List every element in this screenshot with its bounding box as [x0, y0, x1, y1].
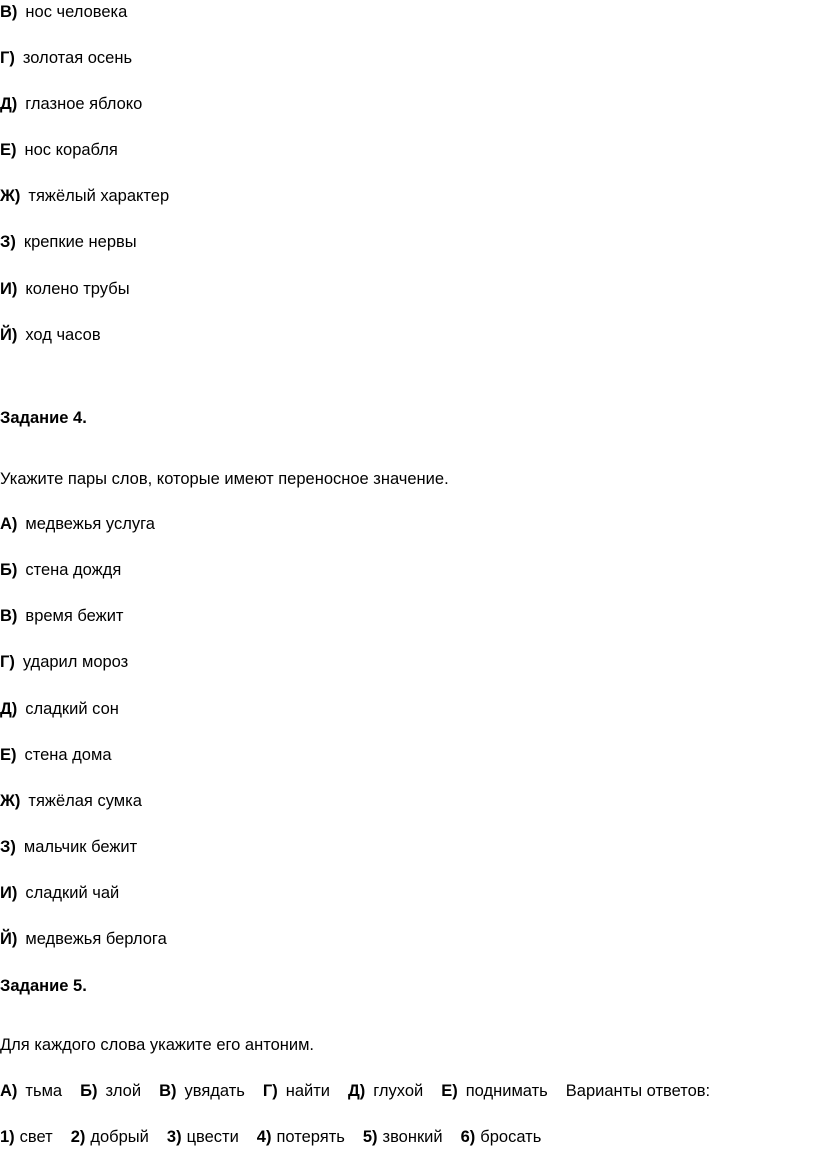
word-text: поднимать — [465, 1082, 548, 1100]
task5-answers-line — [0, 1127, 541, 1147]
task4-option-a — [0, 514, 155, 534]
answer-text: добрый — [90, 1128, 149, 1146]
word-label: Д) — [348, 1082, 366, 1100]
option-label: И) — [0, 280, 18, 298]
task3-option-iy — [0, 325, 101, 345]
task5-words-line — [0, 1081, 710, 1101]
answer-label: 6) — [460, 1128, 476, 1146]
option-label: Е) — [0, 141, 17, 159]
option-text: тяжёлая сумка — [28, 792, 142, 810]
option-label: Е) — [0, 746, 17, 764]
task5-instruction: Для каждого слова укажите его антоним. — [0, 1036, 314, 1054]
answer-label: 5) — [362, 1128, 378, 1146]
task4-option-z — [0, 837, 137, 857]
option-label: В) — [0, 607, 18, 625]
option-label: Ж) — [0, 792, 21, 810]
answer-text: потерять — [276, 1128, 345, 1146]
option-text: глазное яблоко — [25, 95, 143, 113]
task3-option-z — [0, 232, 137, 252]
option-label: Ж) — [0, 187, 21, 205]
task4-option-e — [0, 745, 112, 765]
option-text: ход часов — [25, 326, 101, 344]
option-text: колено трубы — [25, 280, 130, 298]
task4-instruction: Укажите пары слов, которые имеют переносное значение. — [0, 470, 449, 488]
option-label: В) — [0, 3, 18, 21]
option-text: сладкий чай — [25, 884, 120, 902]
option-text: стена дома — [24, 746, 112, 764]
answers-caption: Варианты ответов: — [565, 1082, 711, 1100]
option-text: тяжёлый характер — [28, 187, 170, 205]
option-text: крепкие нервы — [23, 233, 137, 251]
option-label: Й) — [0, 326, 18, 344]
task3-option-zh — [0, 186, 169, 206]
option-label: Й) — [0, 930, 18, 948]
task4-option-b — [0, 560, 121, 580]
word-text: злой — [105, 1082, 142, 1100]
task4-option-v — [0, 606, 123, 626]
word-text: тьма — [25, 1082, 63, 1100]
word-text: увядать — [184, 1082, 245, 1100]
option-label: Б) — [0, 561, 18, 579]
task4-option-zh — [0, 791, 142, 811]
option-label: З) — [0, 838, 16, 856]
option-text: ударил мороз — [22, 653, 129, 671]
task4-option-d — [0, 699, 119, 719]
option-label: Д) — [0, 95, 18, 113]
answer-text: звонкий — [382, 1128, 443, 1146]
word-label: Г) — [262, 1082, 278, 1100]
option-text: медвежья берлога — [25, 930, 167, 948]
word-label: Е) — [441, 1082, 458, 1100]
task4-option-g — [0, 652, 128, 672]
option-text: сладкий сон — [25, 700, 119, 718]
option-text: медвежья услуга — [25, 515, 155, 533]
answer-text: цвести — [186, 1128, 239, 1146]
task3-option-d — [0, 94, 142, 114]
task4-option-iy — [0, 929, 167, 949]
option-text: стена дождя — [25, 561, 122, 579]
option-text: нос корабля — [24, 141, 118, 159]
option-label: И) — [0, 884, 18, 902]
answer-text: свет — [19, 1128, 53, 1146]
task3-option-i — [0, 279, 130, 299]
task3-option-e — [0, 140, 118, 160]
option-label: А) — [0, 515, 18, 533]
option-label: Д) — [0, 700, 18, 718]
option-text: золотая осень — [22, 49, 133, 67]
answer-label: 1) — [0, 1128, 15, 1146]
task3-option-g — [0, 48, 132, 68]
option-text: нос человека — [25, 3, 128, 21]
word-label: В) — [159, 1082, 177, 1100]
answer-label: 2) — [70, 1128, 86, 1146]
task4-heading: Задание 4. — [0, 409, 87, 427]
word-text: глухой — [373, 1082, 424, 1100]
task5-heading: Задание 5. — [0, 977, 87, 995]
answer-label: 4) — [256, 1128, 272, 1146]
option-label: З) — [0, 233, 16, 251]
word-label: Б) — [80, 1082, 98, 1100]
word-text: найти — [285, 1082, 330, 1100]
answer-text: бросать — [480, 1128, 542, 1146]
option-text: время бежит — [25, 607, 124, 625]
option-text: мальчик бежит — [23, 838, 138, 856]
word-label: А) — [0, 1082, 18, 1100]
task3-option-v — [0, 2, 127, 22]
task4-option-i — [0, 883, 119, 903]
option-label: Г) — [0, 49, 15, 67]
option-label: Г) — [0, 653, 15, 671]
answer-label: 3) — [166, 1128, 182, 1146]
